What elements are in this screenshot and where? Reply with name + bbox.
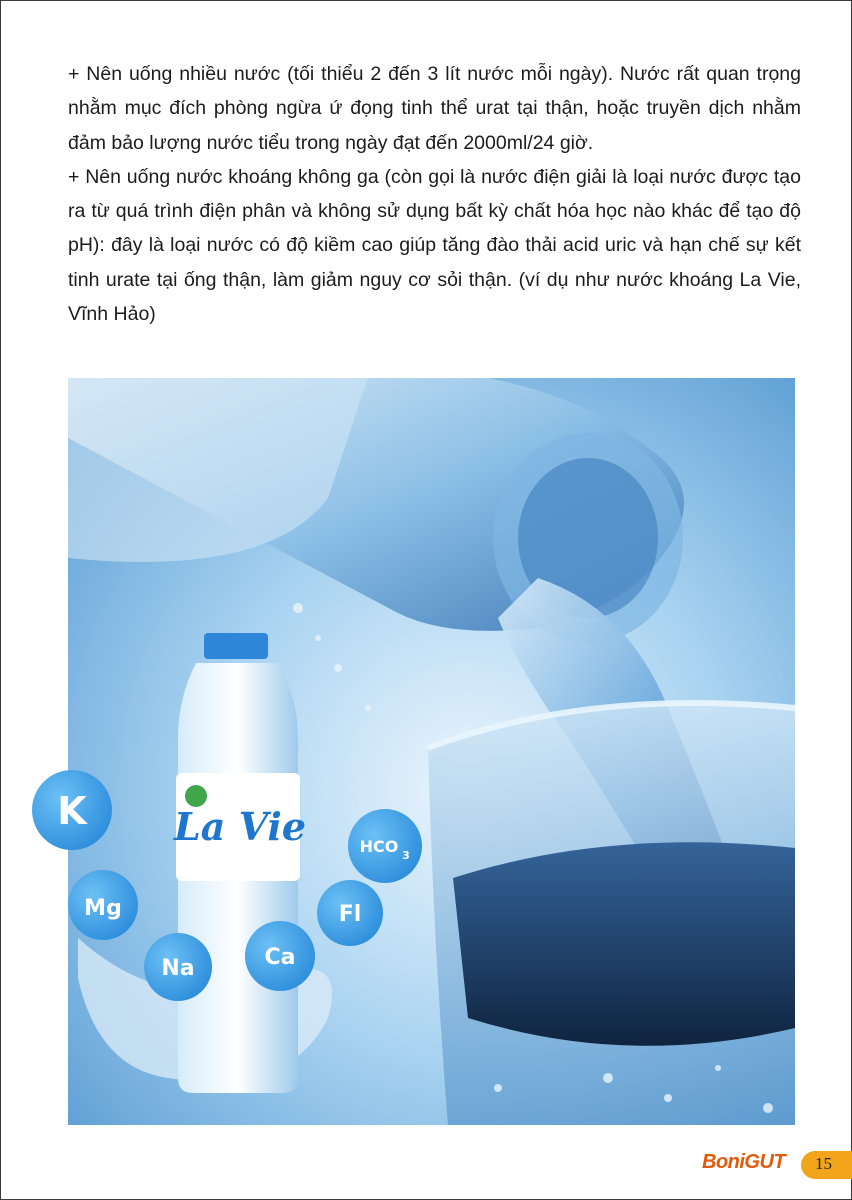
svg-text:Na: Na: [161, 956, 195, 981]
mineral-bubble-k: [32, 770, 112, 850]
svg-text:Mg: Mg: [84, 896, 122, 921]
svg-text:HCO: HCO: [359, 837, 399, 856]
lavie-bottle: [173, 633, 306, 1093]
svg-text:Ca: Ca: [264, 945, 296, 970]
svg-text:K: K: [57, 789, 87, 833]
footer-brand-logo: BoniGUT: [702, 1151, 786, 1173]
lavie-logo: La Vie: [174, 804, 306, 849]
mineral-bubble-ca: [245, 921, 315, 991]
mineral-water-illustration: [57, 378, 795, 1125]
mineral-bubble-fl: [317, 880, 383, 946]
drinking-glass: [428, 703, 795, 1125]
svg-text:3: 3: [402, 849, 410, 862]
paragraph-water-intake: + Nên uống nhiều nước (tối thiểu 2 đến 3 lít nước mỗi ngày). Nước rất quan trọng nhằm mục đích phòng ngừa ứ đọng tinh thể urat tại thận, hoặc truyền dịch nhằm đảm bảo lượng nước tiểu trong ngày đạt đến 2000ml/24 giờ.: [68, 63, 801, 154]
mineral-bubble-na: [144, 933, 212, 1001]
paragraph-mineral-water: + Nên uống nước khoáng không ga (còn gọi là nước điện giải là loại nước được tạo ra từ quá trình điện phân và không sử dụng bất kỳ chất hóa học nào khác để tạo độ pH): đây là loại nước có độ kiềm cao giúp tăng đào thải acid uric và hạn chế sự kết tinh urate tại ống thận, làm giảm nguy cơ sỏi thận. (ví dụ như nước khoáng La Vie, Vĩnh Hảo): [68, 165, 801, 326]
body-text: [68, 57, 801, 331]
mineral-bubble-hco3: [348, 809, 422, 883]
svg-text:Fl: Fl: [338, 902, 362, 927]
mineral-bubble-mg: [68, 870, 138, 940]
page-number: 15: [815, 1154, 832, 1173]
